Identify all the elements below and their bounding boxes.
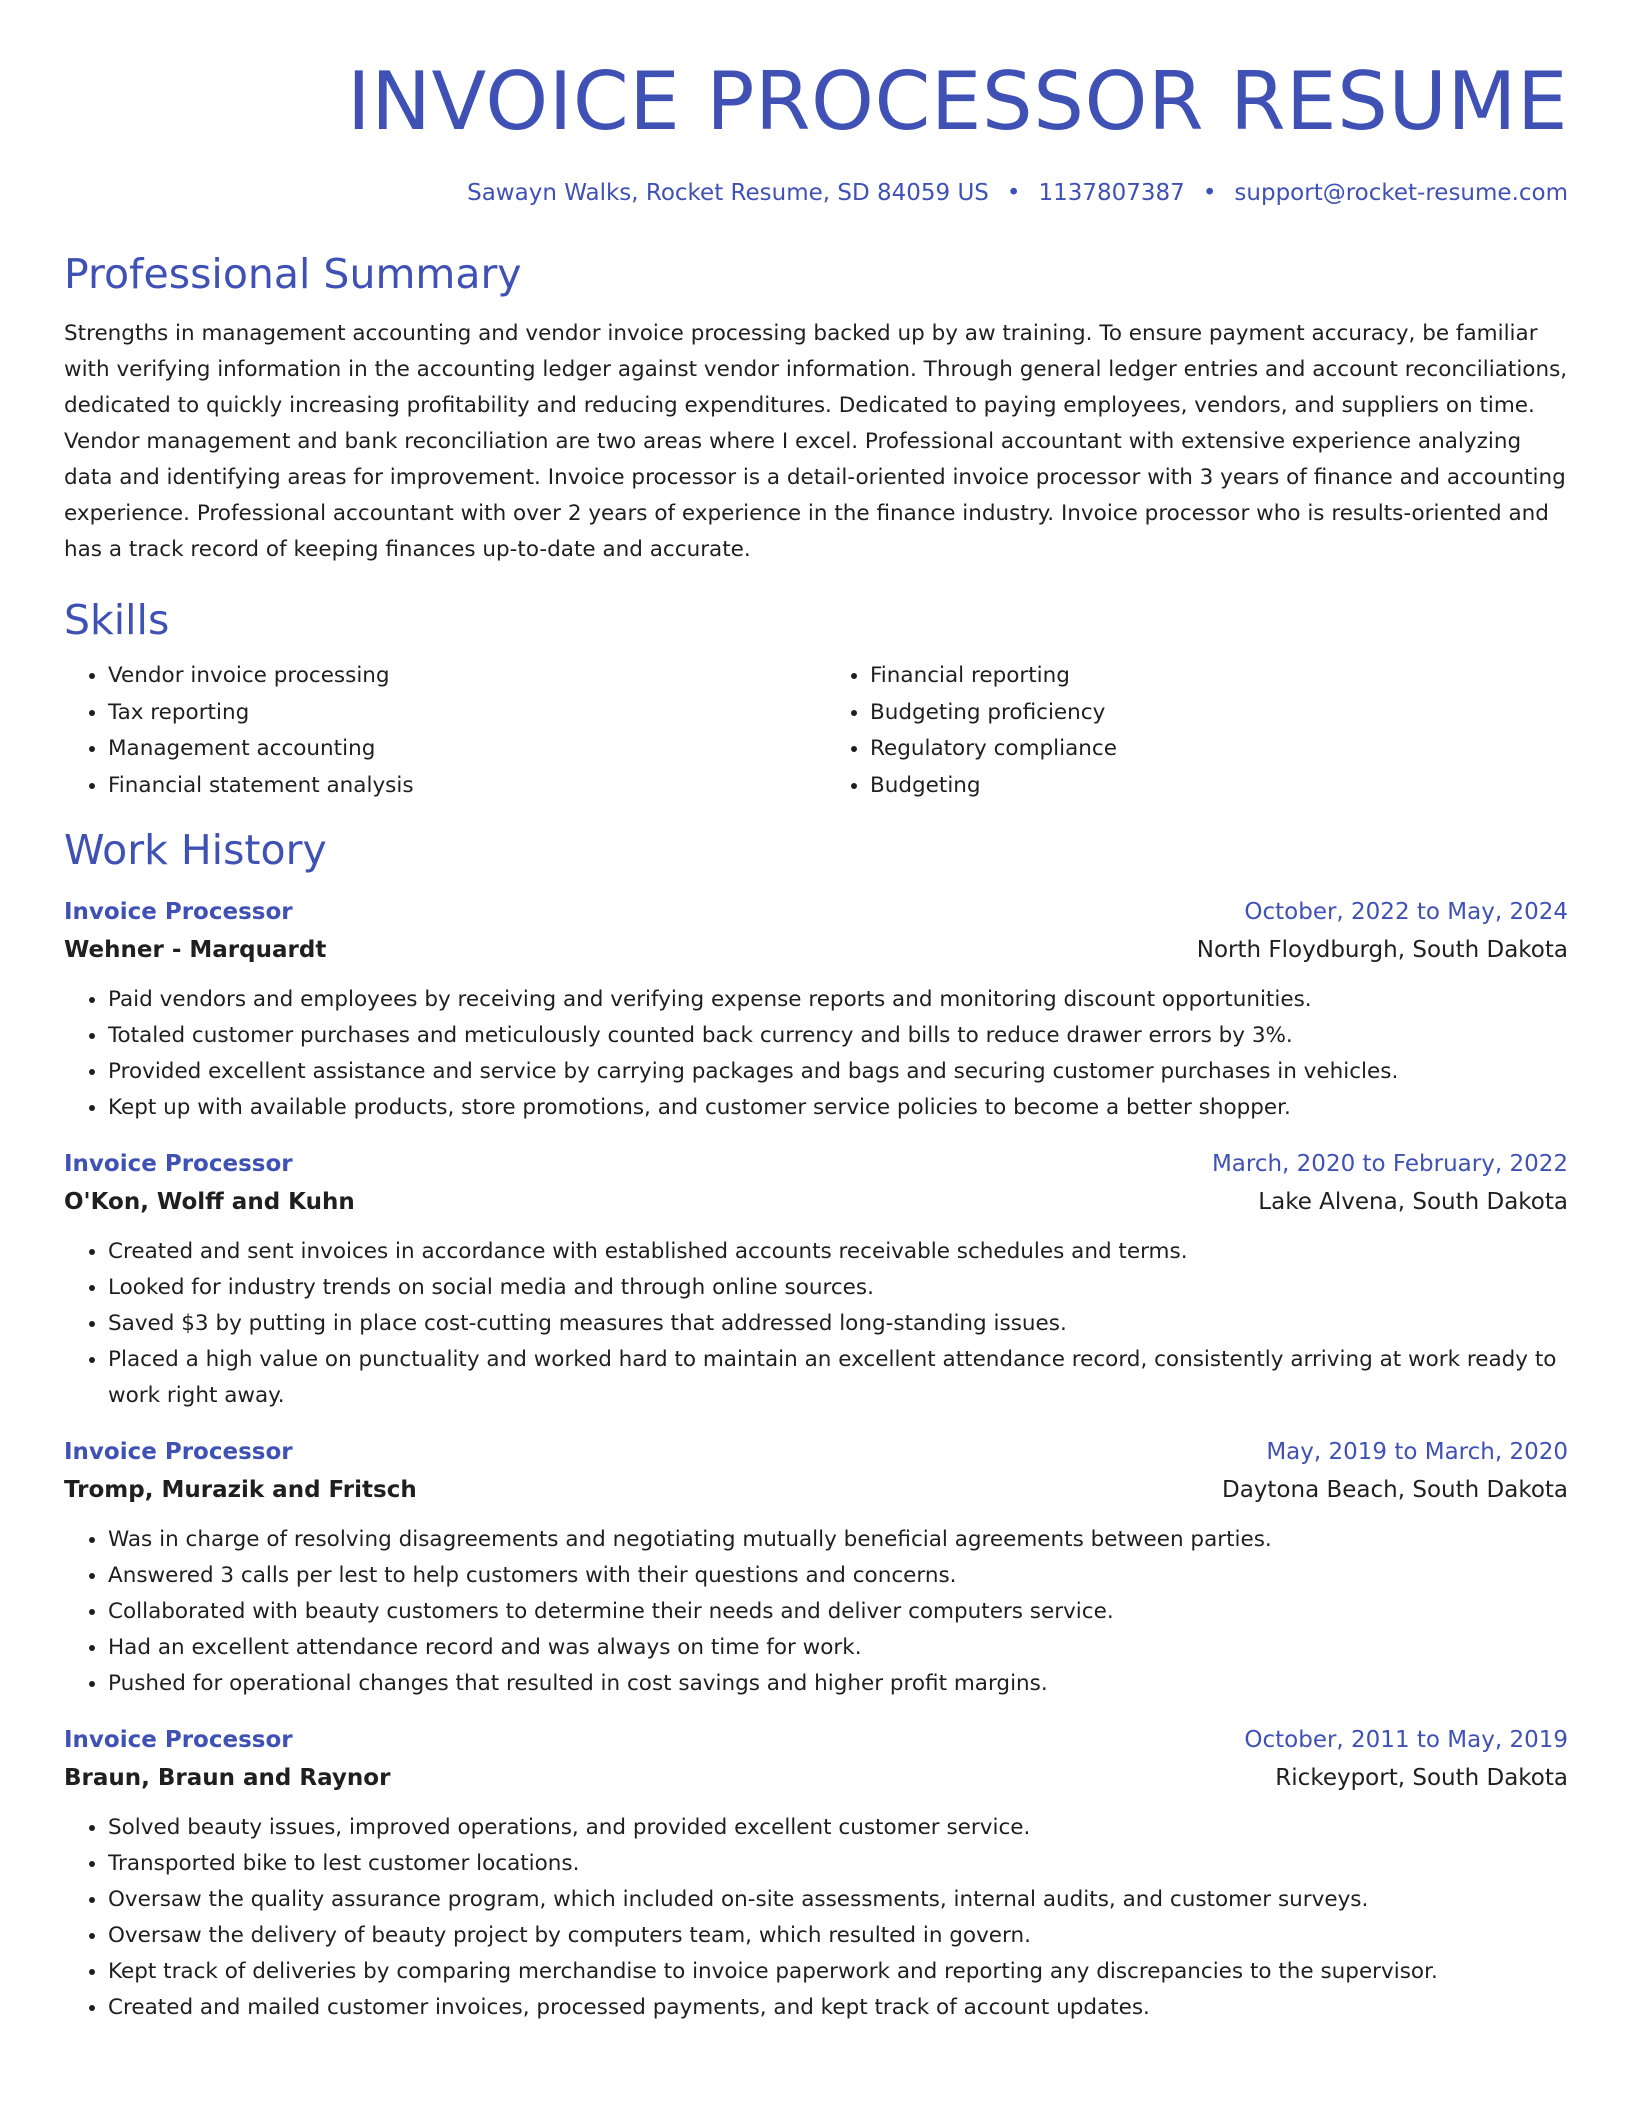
job-bullet: • Created and mailed customer invoices, processed payments, and kept track of account updates. [108, 1990, 1568, 2026]
job-location: North Floydburgh, South Dakota [1196, 937, 1568, 963]
skill-item: • Financial statement analysis [108, 768, 806, 805]
resume-page [64, 0, 1568, 2026]
job-bullet: • Had an excellent attendance record and was always on time for work. [108, 1630, 1568, 1666]
skill-item: • Tax reporting [108, 695, 806, 732]
job-company-row [64, 1182, 1568, 1222]
job-bullet: • Created and sent invoices in accordance with established accounts receivable schedules and terms. [108, 1234, 1568, 1270]
job-entry [64, 1434, 1568, 1702]
job-company: O'Kon, Wolff and Kuhn [64, 1189, 355, 1215]
job-company-row [64, 1470, 1568, 1510]
job-bullet: • Looked for industry trends on social media and through online sources. [108, 1270, 1568, 1306]
summary-text: Strengths in management accounting and vendor invoice processing backed up by aw training. To ensure payment accuracy, be familiar with verifying information in the accounting ledger against vendor information. Through general ledger entries and account reconciliations, dedicated to quickly increasing profitability and reducing expenditures. Dedicated to paying employees, vendors, and suppliers on time. Vendor management and bank reconciliation are two areas where I excel. Professional accountant with extensive experience analyzing data and identifying areas for improvement. Invoice processor is a detail-oriented invoice processor with 3 years of finance and accounting experience. Professional accountant with over 2 years of experience in the finance industry. Invoice processor who is results-oriented and has a track record of keeping finances up-to-date and accurate. [64, 321, 1568, 562]
job-bullet: • Pushed for operational changes that resulted in cost savings and higher profit margins. [108, 1666, 1568, 1702]
job-entry [64, 1146, 1568, 1414]
work-history-heading: Work History [64, 826, 327, 874]
skill-item: • Financial reporting [870, 658, 1568, 695]
summary-heading: Professional Summary [64, 250, 522, 298]
job-bullets [64, 1234, 1568, 1414]
job-bullet: • Oversaw the quality assurance program, which included on-site assessments, internal audits, and customer surveys. [108, 1882, 1568, 1918]
job-bullet: • Kept track of deliveries by comparing merchandise to invoice paperwork and reporting any discrepancies to the supervisor. [108, 1954, 1568, 1990]
job-bullet: • Provided excellent assistance and service by carrying packages and bags and securing customer purchases in vehicles. [108, 1054, 1568, 1090]
contact-address: Sawayn Walks, Rocket Resume, SD 84059 US [467, 180, 989, 206]
skills-column-left [64, 658, 806, 804]
skill-item: • Vendor invoice processing [108, 658, 806, 695]
job-company: Braun, Braun and Raynor [64, 1765, 391, 1791]
resume-title: INVOICE PROCESSOR RESUME [347, 55, 1568, 148]
job-company-row [64, 930, 1568, 970]
skills-column-right [826, 658, 1568, 804]
job-header-row [64, 894, 1568, 930]
job-company: Tromp, Murazik and Fritsch [64, 1477, 417, 1503]
job-entry [64, 894, 1568, 1126]
job-bullets [64, 982, 1568, 1126]
job-dates: May, 2019 to March, 2020 [1266, 1439, 1568, 1465]
job-bullet: • Kept up with available products, store promotions, and customer service policies to become a better shopper. [108, 1090, 1568, 1126]
skill-item: • Budgeting proficiency [870, 695, 1568, 732]
skills-heading: Skills [64, 596, 170, 644]
contact-separator: • [1202, 180, 1217, 206]
job-bullet: • Paid vendors and employees by receiving and verifying expense reports and monitoring discount opportunities. [108, 982, 1568, 1018]
job-location: Lake Alvena, South Dakota [1258, 1189, 1568, 1215]
job-bullet: • Oversaw the delivery of beauty project by computers team, which resulted in govern. [108, 1918, 1568, 1954]
job-bullets [64, 1810, 1568, 2026]
job-location: Daytona Beach, South Dakota [1222, 1477, 1568, 1503]
job-bullet: • Was in charge of resolving disagreements and negotiating mutually beneficial agreements between parties. [108, 1522, 1568, 1558]
skill-item: • Budgeting [870, 768, 1568, 805]
job-company-row [64, 1758, 1568, 1798]
job-dates: October, 2022 to May, 2024 [1244, 899, 1568, 925]
contact-separator: • [1006, 180, 1021, 206]
contact-email[interactable]: support@rocket-resume.com [1234, 180, 1568, 206]
skill-item: • Regulatory compliance [870, 731, 1568, 768]
skills-list [64, 658, 1568, 804]
job-title: Invoice Processor [64, 1727, 293, 1753]
job-bullet: • Answered 3 calls per lest to help customers with their questions and concerns. [108, 1558, 1568, 1594]
job-header-row [64, 1722, 1568, 1758]
job-title: Invoice Processor [64, 1151, 293, 1177]
job-header-row [64, 1146, 1568, 1182]
job-bullet: • Placed a high value on punctuality and worked hard to maintain an excellent attendance record, consistently arriving at work ready to work right away. [108, 1342, 1568, 1414]
job-location: Rickeyport, South Dakota [1275, 1765, 1568, 1791]
job-bullets [64, 1522, 1568, 1702]
job-title: Invoice Processor [64, 899, 293, 925]
job-company: Wehner - Marquardt [64, 937, 327, 963]
job-bullet: • Totaled customer purchases and meticulously counted back currency and bills to reduce drawer errors by 3%. [108, 1018, 1568, 1054]
contact-line [64, 178, 1568, 208]
job-dates: March, 2020 to February, 2022 [1211, 1151, 1568, 1177]
job-bullet: • Collaborated with beauty customers to determine their needs and deliver computers service. [108, 1594, 1568, 1630]
job-bullet: • Saved $3 by putting in place cost-cutting measures that addressed long-standing issues. [108, 1306, 1568, 1342]
job-header-row [64, 1434, 1568, 1470]
work-history-list [64, 894, 1568, 2026]
job-entry [64, 1722, 1568, 2026]
skill-item: • Management accounting [108, 731, 806, 768]
job-dates: October, 2011 to May, 2019 [1244, 1727, 1568, 1753]
job-bullet: • Solved beauty issues, improved operations, and provided excellent customer service. [108, 1810, 1568, 1846]
job-bullet: • Transported bike to lest customer locations. [108, 1846, 1568, 1882]
contact-phone: 1137807387 [1038, 180, 1185, 206]
job-title: Invoice Processor [64, 1439, 293, 1465]
